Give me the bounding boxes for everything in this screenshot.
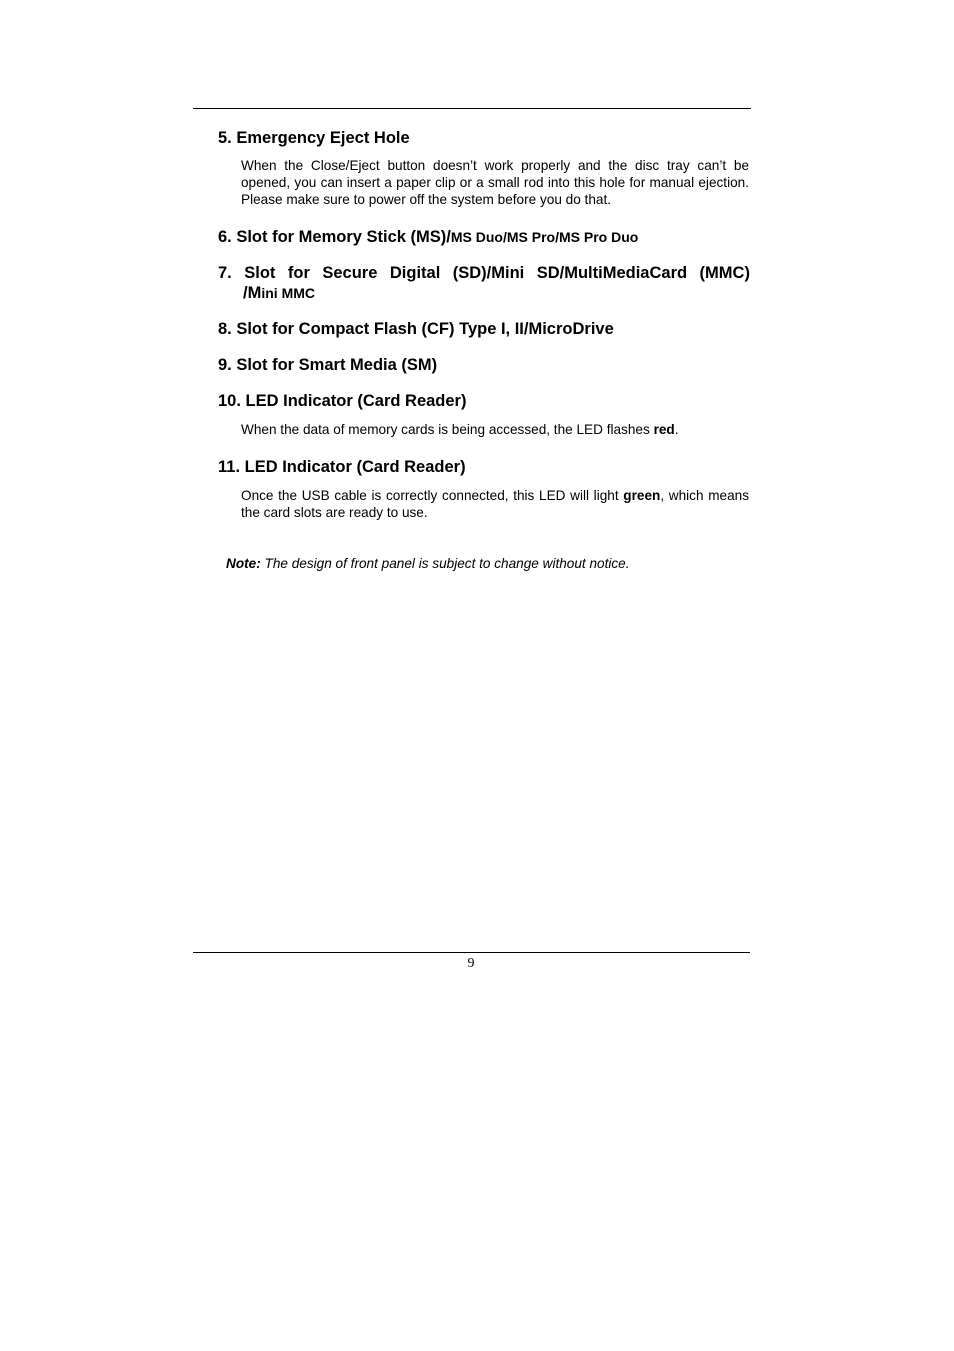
section-7-word: (MMC): [699, 264, 750, 282]
section-7-word: (SD)/Mini: [452, 264, 525, 282]
section-11-body: [241, 487, 749, 521]
section-11-body-text: Once the USB cable is correctly connected, this LED will light: [241, 488, 624, 503]
header-rule: [193, 108, 751, 109]
section-10-body: [241, 421, 749, 438]
section-6-heading: [218, 227, 750, 247]
section-10-heading: 10. LED Indicator (Card Reader): [218, 392, 467, 410]
section-11-body-color: green: [623, 488, 661, 503]
section-7-heading-continued: [243, 283, 775, 303]
section-7-heading: [218, 263, 750, 283]
section-6-heading-small: MS Duo/MS Pro/MS Pro Duo: [450, 229, 639, 245]
section-7-word: 7.: [218, 264, 232, 282]
section-11-body-end: , which means the card slots are ready to use.: [241, 488, 749, 520]
section-7-cont-small: ini MMC: [261, 285, 315, 301]
section-7-word: for: [287, 264, 310, 282]
section-7-word: Secure: [322, 264, 378, 282]
section-5-heading: 5. Emergency Eject Hole: [218, 129, 410, 147]
section-7-cont-main: /M: [243, 284, 262, 302]
section-7-word: SD/MultiMediaCard: [536, 264, 688, 282]
section-7-word: Digital: [389, 264, 441, 282]
footer-rule: [193, 952, 750, 953]
section-9-heading: 9. Slot for Smart Media (SM): [218, 356, 438, 374]
note: [226, 555, 756, 572]
section-10-body-end: .: [674, 422, 679, 437]
note-text: The design of front panel is subject to change without notice.: [260, 556, 630, 571]
page-number: 9: [467, 956, 475, 971]
section-10-body-text: When the data of memory cards is being accessed, the LED flashes: [241, 422, 654, 437]
section-6-heading-main: 6. Slot for Memory Stick (MS)/: [218, 228, 451, 246]
section-11-heading: 11. LED Indicator (Card Reader): [218, 458, 466, 476]
section-10-body-color: red: [653, 422, 675, 437]
note-label: Note:: [226, 556, 261, 571]
section-8-heading: 8. Slot for Compact Flash (CF) Type I, II/MicroDrive: [218, 320, 614, 338]
section-5-body: When the Close/Eject button doesn’t work properly and the disc tray can’t be opened, you can insert a paper clip or a small rod into this hole for manual ejection. Please make sure to power off the system before you do that.: [241, 158, 749, 207]
section-7-word: Slot: [244, 264, 276, 282]
